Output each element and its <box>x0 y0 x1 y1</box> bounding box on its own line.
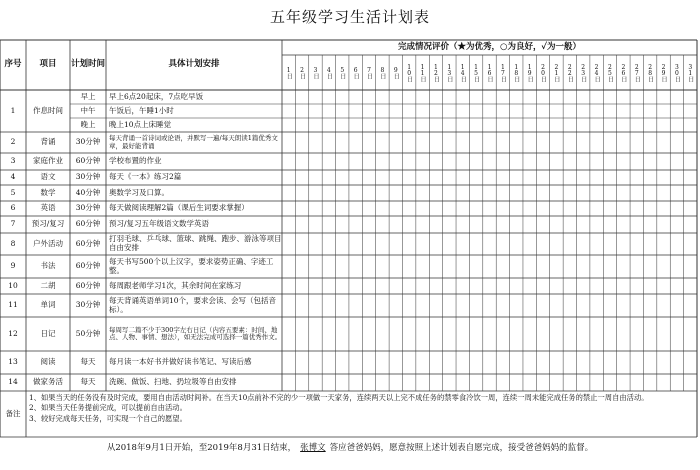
pledge-text: 答应爸爸妈妈，愿意按照上述计划表自愿完成，接受爸爸妈妈的监督。 <box>329 443 594 454</box>
day-header <box>603 55 616 90</box>
header-no: 序号 <box>4 59 22 70</box>
day-header-label: 21日 <box>552 64 560 81</box>
day-header <box>670 55 683 90</box>
row-plan: 打羽毛球、乒乓球、篮球、跳绳、跑步、游泳等项目自由安排 <box>109 234 282 252</box>
day-header-label: 18日 <box>512 64 520 81</box>
row-time: 30分钟 <box>75 172 101 182</box>
day-header <box>295 55 308 90</box>
day-header <box>684 55 697 90</box>
row-item: 背诵 <box>40 137 56 147</box>
day-header <box>456 55 469 90</box>
row-item: 家庭作业 <box>33 156 63 166</box>
day-header <box>590 55 603 90</box>
day-header-label: 20日 <box>539 64 547 81</box>
day-header-label: 3日 <box>311 67 319 78</box>
row-plan: 洗碗、做饭、扫地、扔垃圾等自由安排 <box>109 377 237 387</box>
row-plan: 每天背诵英语单词10个，要求会读、会写（包括音标）。 <box>109 295 277 314</box>
row-time: 晚上 <box>80 119 96 129</box>
row-time: 60分钟 <box>75 219 101 229</box>
row-plan: 奥数学习及口算。 <box>109 187 169 197</box>
row-plan: 晚上10点上床睡觉 <box>109 119 172 129</box>
row-item: 书法 <box>40 261 56 271</box>
row-item: 户外活动 <box>33 238 63 248</box>
pledge-text: 从2018年9月1日开始，至2019年8月31日结束， <box>106 443 297 454</box>
row-number: 14 <box>8 377 18 387</box>
row-number: 9 <box>10 261 16 271</box>
day-header-label: 16日 <box>485 64 493 81</box>
day-header-label: 15日 <box>472 64 480 81</box>
pledge-statement <box>0 439 700 459</box>
row-plan: 每天做阅读理解2篇（课后生词要求掌握） <box>109 203 249 213</box>
day-header-label: 7日 <box>365 67 373 78</box>
note-line: 1、如果当天的任务没有及时完成，要用自由活动时间补。在当天10点前补不完的少一项做一天家务，连续两天以上完不成任务的禁零食冷饮一周，连续一周未能完成任务的禁止一周自由活动。 <box>29 393 649 402</box>
day-header <box>496 55 509 90</box>
student-name: 张博文 <box>300 443 326 454</box>
row-number: 3 <box>10 156 16 166</box>
day-header <box>376 55 389 90</box>
notes-content <box>26 391 697 437</box>
day-header <box>349 55 362 90</box>
row-number: 5 <box>10 187 16 197</box>
row-plan: 每周写二篇不少于300字左右日记（内容五要素：时间、地点、人物、事情、想法），如无法完成可选择一篇优秀作文。 <box>109 325 282 341</box>
row-plan: 每天背诵一首诗词或论语，并默写一遍/每天朗读1篇优秀文章，最好能背诵 <box>109 134 278 150</box>
day-header-label: 10日 <box>405 64 413 81</box>
row-plan: 午饭后，午睡1小时 <box>109 105 174 115</box>
day-header <box>577 55 590 90</box>
row-number: 2 <box>10 137 16 147</box>
day-header <box>322 55 335 90</box>
row-time: 60分钟 <box>75 156 101 166</box>
day-header <box>416 55 429 90</box>
day-header <box>550 55 563 90</box>
day-header <box>510 55 523 90</box>
day-header-label: 31日 <box>686 64 694 81</box>
row-time: 30分钟 <box>75 203 101 213</box>
day-header <box>536 55 549 90</box>
day-header-label: 14日 <box>459 64 467 81</box>
day-header-label: 28日 <box>646 64 654 81</box>
day-header <box>617 55 630 90</box>
day-header-label: 2日 <box>298 67 306 78</box>
row-number: 6 <box>10 203 16 213</box>
row-number: 11 <box>8 300 18 310</box>
day-header <box>469 55 482 90</box>
day-header <box>282 55 295 90</box>
row-plan: 每天《一本》练习2篇 <box>109 172 182 182</box>
day-header-label: 6日 <box>352 67 360 78</box>
day-header-label: 22日 <box>566 64 574 81</box>
header-evaluation: 完成情况评价（★为优秀，○为良好，✓为一般） <box>398 41 581 52</box>
row-time: 40分钟 <box>75 187 101 197</box>
day-header <box>630 55 643 90</box>
row-plan: 每天书写500个以上汉字，要求姿势正确、字迹工整。 <box>109 256 274 275</box>
note-line: 2、如果当天任务提前完成，可以提前自由活动。 <box>29 403 187 413</box>
row-item: 阅读 <box>40 357 56 367</box>
day-header-label: 4日 <box>325 67 333 78</box>
day-header-label: 17日 <box>499 64 507 81</box>
day-header-label: 12日 <box>432 64 440 81</box>
row-item: 日记 <box>40 328 56 338</box>
row-plan: 每月读一本好书并做好读书笔记、写读后感 <box>109 357 252 367</box>
day-header-label: 8日 <box>378 67 386 78</box>
day-header <box>643 55 656 90</box>
day-header <box>389 55 402 90</box>
row-time: 每天 <box>80 357 96 367</box>
row-item: 英语 <box>40 203 56 213</box>
day-header-label: 29日 <box>660 64 668 81</box>
day-header <box>309 55 322 90</box>
day-header <box>443 55 456 90</box>
row-item: 单词 <box>40 300 56 310</box>
day-header-label: 25日 <box>606 64 614 81</box>
day-header <box>336 55 349 90</box>
row-number: 7 <box>10 219 16 229</box>
day-header-label: 9日 <box>392 67 400 78</box>
row-time: 60分钟 <box>75 261 101 271</box>
day-header-label: 19日 <box>526 64 534 81</box>
row-plan: 每周跟老师学习1次，其余时间在家练习 <box>109 280 242 290</box>
row-number: 10 <box>8 280 18 290</box>
day-header <box>362 55 375 90</box>
day-header <box>402 55 415 90</box>
row-time: 60分钟 <box>75 238 101 248</box>
row-item: 语文 <box>40 172 56 182</box>
row-item: 预习/复习 <box>31 219 65 229</box>
day-header <box>429 55 442 90</box>
day-header-label: 23日 <box>579 64 587 81</box>
day-header-label: 13日 <box>445 64 453 81</box>
day-header <box>657 55 670 90</box>
day-header <box>483 55 496 90</box>
row-plan: 学校布置的作业 <box>109 156 162 166</box>
row-time: 早上 <box>80 91 96 101</box>
day-header <box>523 55 536 90</box>
row-number: 4 <box>10 172 16 182</box>
row-plan: 预习/复习五年级语文数学英语 <box>109 219 210 229</box>
row-time: 50分钟 <box>75 328 101 338</box>
row-time: 60分钟 <box>75 280 101 290</box>
day-header-label: 1日 <box>285 67 293 78</box>
day-header-label: 11日 <box>419 64 427 81</box>
row-item: 做家务活 <box>33 377 63 387</box>
row-number: 13 <box>8 357 18 367</box>
day-header-label: 30日 <box>673 64 681 81</box>
row-time: 中午 <box>80 105 96 115</box>
day-header <box>563 55 576 90</box>
row-item: 二胡 <box>40 280 56 290</box>
row-time: 30分钟 <box>75 300 101 310</box>
row-number: 1 <box>10 105 16 115</box>
row-number: 12 <box>8 328 18 338</box>
row-item: 作息时间 <box>33 105 63 115</box>
header-item: 项目 <box>39 59 57 70</box>
row-item: 数学 <box>40 187 56 197</box>
day-header-label: 5日 <box>338 67 346 78</box>
day-header-label: 26日 <box>619 64 627 81</box>
row-time: 30分钟 <box>75 137 101 147</box>
header-time: 计划时间 <box>70 59 105 70</box>
day-header-label: 24日 <box>593 64 601 81</box>
row-time: 每天 <box>80 377 96 387</box>
row-plan: 早上6点20起床，7点吃早饭 <box>109 91 204 101</box>
day-header-label: 27日 <box>633 64 641 81</box>
notes-label: 备注 <box>5 408 21 418</box>
page-title: 五年级学习生活计划表 <box>269 8 430 26</box>
note-line: 3、较好完成每天任务，可实现一个自己的愿望。 <box>29 413 187 423</box>
row-number: 8 <box>10 238 16 248</box>
header-plan: 具体计划安排 <box>168 59 220 70</box>
